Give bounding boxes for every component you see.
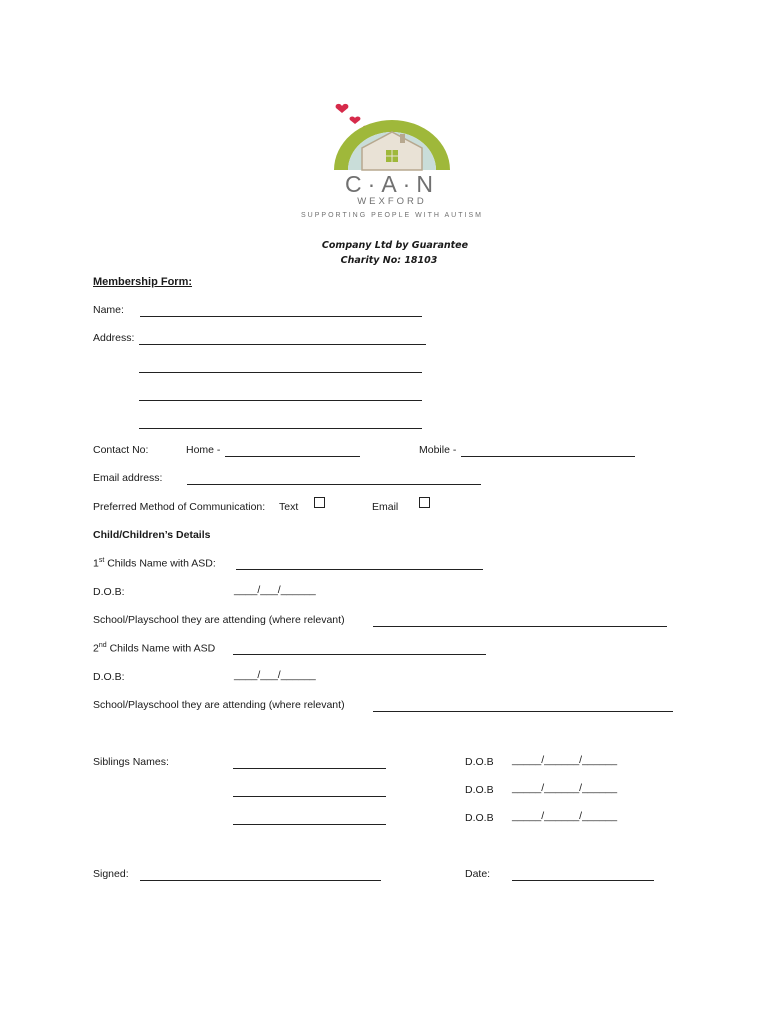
- child1-school-field[interactable]: [373, 626, 667, 627]
- address-field-4[interactable]: [139, 428, 422, 429]
- address-label: Address:: [93, 332, 135, 344]
- pref-email-checkbox[interactable]: [419, 497, 430, 508]
- child2-label: 2nd Childs Name with ASD: [93, 642, 216, 655]
- pref-text-label: Text: [279, 501, 299, 513]
- logo-wexford-text: WEXFORD: [357, 196, 427, 207]
- heart-icon: [350, 117, 361, 124]
- name-label: Name:: [93, 304, 124, 316]
- pref-comm-label: Preferred Method of Communication:: [93, 501, 266, 513]
- charity-line: Charity No: 18103: [340, 255, 438, 266]
- child1-name-field[interactable]: [236, 569, 483, 570]
- heart-icon: [336, 104, 349, 113]
- children-heading: Child/Children’s Details: [93, 529, 211, 541]
- sibling3-name-field[interactable]: [233, 824, 386, 825]
- can-wexford-logo: [300, 100, 485, 225]
- home-phone-field[interactable]: [225, 456, 360, 457]
- child2-name-field[interactable]: [233, 654, 486, 655]
- address-field-3[interactable]: [139, 400, 422, 401]
- date-field[interactable]: [512, 880, 654, 881]
- sibling1-dob-field[interactable]: _____/______/______: [512, 754, 618, 766]
- mobile-label: Mobile -: [419, 444, 457, 456]
- address-field-2[interactable]: [139, 372, 422, 373]
- contact-label: Contact No:: [93, 444, 149, 456]
- sibling3-dob-field[interactable]: _____/______/______: [512, 810, 618, 822]
- sibling2-dob-field[interactable]: _____/______/______: [512, 782, 618, 794]
- mobile-phone-field[interactable]: [461, 456, 635, 457]
- signature-field[interactable]: [140, 880, 381, 881]
- child2-school-label: School/Playschool they are attending (where relevant): [93, 699, 345, 711]
- sibling2-dob-label: D.O.B: [465, 784, 494, 796]
- child1-dob-field[interactable]: ____/___/______: [234, 584, 316, 596]
- email-field[interactable]: [187, 484, 481, 485]
- sibling2-name-field[interactable]: [233, 796, 386, 797]
- home-label: Home -: [186, 444, 221, 456]
- name-field[interactable]: [140, 316, 422, 317]
- signed-label: Signed:: [93, 868, 129, 880]
- siblings-label: Siblings Names:: [93, 756, 169, 768]
- form-title: Membership Form:: [93, 276, 193, 288]
- logo-can-text: C·A·N: [345, 171, 439, 197]
- address-field-1[interactable]: [139, 344, 426, 345]
- sibling1-name-field[interactable]: [233, 768, 386, 769]
- child1-dob-label: D.O.B:: [93, 586, 125, 598]
- pref-email-label: Email: [372, 501, 399, 513]
- child2-dob-label: D.O.B:: [93, 671, 125, 683]
- sibling3-dob-label: D.O.B: [465, 812, 494, 824]
- email-label: Email address:: [93, 472, 163, 484]
- child2-school-field[interactable]: [373, 711, 673, 712]
- company-line: Company Ltd by Guarantee: [321, 240, 469, 251]
- pref-text-checkbox[interactable]: [314, 497, 325, 508]
- child1-school-label: School/Playschool they are attending (where relevant): [93, 614, 345, 626]
- sibling1-dob-label: D.O.B: [465, 756, 494, 768]
- child2-dob-field[interactable]: ____/___/______: [234, 669, 316, 681]
- logo-tagline-text: SUPPORTING PEOPLE WITH AUTISM: [301, 212, 483, 219]
- child1-label: 1st Childs Name with ASD:: [93, 557, 216, 570]
- date-label: Date:: [465, 868, 491, 880]
